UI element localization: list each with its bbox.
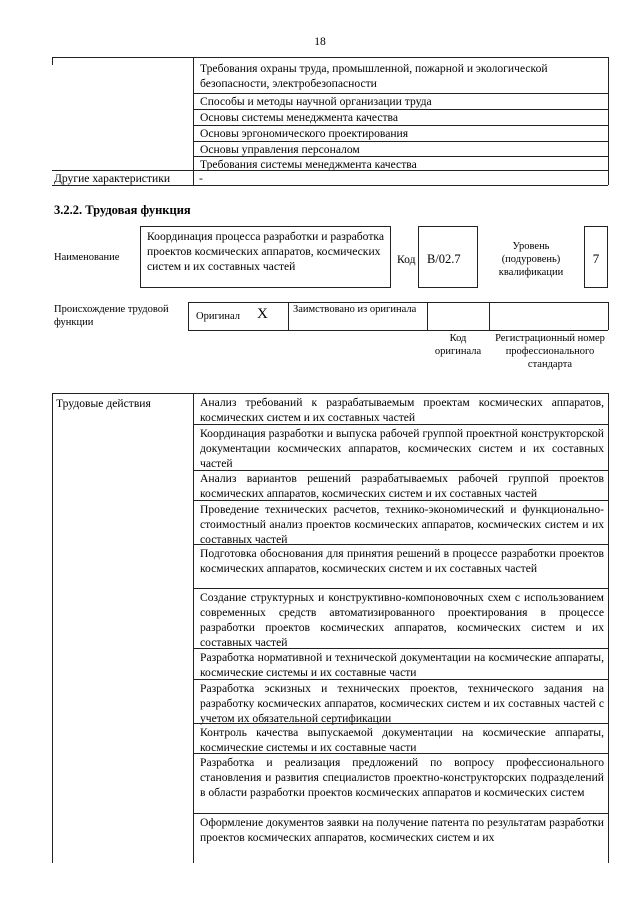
action-item: Проведение технических расчетов, технико-экономический и функционально-стоимостный анализ проектов космических аппаратов, космических систем и их составных частей xyxy=(200,503,604,546)
action-item: Анализ вариантов решений разрабатываемых рабочей группой проектов космических аппаратов, космических систем и их составных частей xyxy=(200,472,604,500)
page-number: 18 xyxy=(314,35,326,48)
name-label: Наименование xyxy=(54,252,120,263)
action-item: Контроль качества выпускаемой документации на космические аппараты, космические системы и их составные части xyxy=(200,726,604,754)
action-item: Анализ требований к разрабатываемым проектам космических аппаратов, космических систем и их составных частей xyxy=(200,396,604,424)
name-value: Координация процесса разработки и разработка проектов космических аппаратов, космических систем и их составных частей xyxy=(140,226,391,288)
level-value: 7 xyxy=(592,251,600,266)
knowledge-row: Основы системы менеджмента качества xyxy=(200,111,399,124)
original-label: Оригинал xyxy=(196,311,240,322)
origin-label: Происхождение трудовой функции xyxy=(54,304,169,328)
action-item: Создание структурных и конструктивно-компоновочных схем с использованием современных средств автоматизированного проектирования в процессе разработки проектов космических аппаратов, космических систем и их составных частей xyxy=(200,591,604,649)
knowledge-row: Требования охраны труда, промышленной, пожарной и экологической безопасности, электробезопасности xyxy=(200,62,548,90)
knowledge-row: Способы и методы научной организации труда xyxy=(200,95,432,108)
section-title: 3.2.2. Трудовая функция xyxy=(54,203,191,217)
original-mark: X xyxy=(257,306,268,322)
knowledge-row: Требования системы менеджмента качества xyxy=(200,158,417,171)
code-caption: Код оригинала xyxy=(434,333,482,357)
other-characteristics-label: Другие характеристики xyxy=(54,172,171,185)
action-item: Координация разработки и выпуска рабочей группой проектной конструкторской документации космических аппаратов, космических систем и их составных частей xyxy=(200,427,604,470)
code-box xyxy=(418,226,478,288)
level-box xyxy=(584,226,608,288)
borrowed-label: Заимствовано из оригинала xyxy=(293,304,417,315)
code-value: B/02.7 xyxy=(427,252,461,266)
knowledge-row: Основы эргономического проектирования xyxy=(200,127,409,140)
action-item: Разработка эскизных и технических проектов, технического задания на разработку космических аппаратов, космических систем и их составных частей с учетом их обязательной сертификации xyxy=(200,682,604,725)
action-item: Оформление документов заявки на получение патента по результатам разработки проектов космических аппаратов, космических систем и их xyxy=(200,816,604,844)
code-label: Код xyxy=(397,253,416,266)
actions-label: Трудовые действия xyxy=(56,397,151,410)
level-label: Уровень (подуровень) квалификации xyxy=(498,241,564,278)
action-item: Разработка нормативной и технической документации на космические аппараты, космические системы и их составные части xyxy=(200,651,604,679)
knowledge-row: Основы управления персоналом xyxy=(200,143,360,156)
other-characteristics-value: - xyxy=(199,172,203,185)
action-item: Разработка и реализация предложений по вопросу профессионального становления и развития специалистов проектно-конструкторских подразделений в области разработки проектов космических аппаратов и космических систем xyxy=(200,756,604,799)
action-item: Подготовка обоснования для принятия решений в процессе разработки проектов космических аппаратов, космических систем и их составных частей xyxy=(200,547,604,575)
reg-number-caption: Регистрационный номер профессионального стандарта xyxy=(495,333,605,370)
